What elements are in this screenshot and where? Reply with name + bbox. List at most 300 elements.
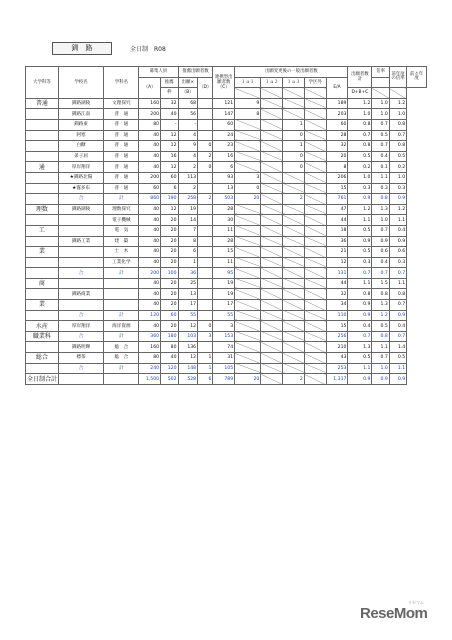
row-c [198, 289, 213, 300]
row-e: 43 [326, 353, 348, 364]
header-blank-4 [304, 88, 326, 99]
col-capacity-a: （A） [139, 77, 161, 98]
row-rq: 20 [161, 278, 178, 289]
row-g1 [235, 247, 261, 258]
row-rq: - [161, 119, 178, 130]
col-total-applicants: 出願者数計 [348, 67, 372, 88]
row-r: 0.5 [348, 353, 372, 364]
row-b: 2 [178, 183, 198, 194]
row-b: 56 [178, 109, 198, 120]
row-rq: 190 [161, 194, 178, 205]
row-g2 [261, 194, 283, 205]
row-school: 厚岸翔洋 [58, 321, 104, 332]
row-r: 1.2 [348, 98, 372, 109]
header-blank-5 [372, 88, 389, 99]
row-p1: 0.3 [372, 183, 389, 194]
row-a: 40 [139, 300, 161, 311]
row-r: 0.2 [348, 162, 372, 173]
row-r: 0.3 [348, 183, 372, 194]
row-dept: 普 通 [104, 109, 139, 120]
row-e: 20 [326, 151, 348, 162]
row-rq: 60 [161, 310, 178, 321]
row-category: 業 [26, 300, 59, 311]
row-g4 [304, 289, 326, 300]
row-d: 789 [213, 374, 235, 385]
row-b: 4 [178, 151, 198, 162]
table-row [26, 247, 427, 258]
table-row [26, 310, 427, 321]
row-g3: 2 [283, 194, 305, 205]
row-g2 [261, 363, 283, 374]
col-general-group: 出願変更後の一般出願者数 [235, 67, 348, 78]
row-g2 [261, 300, 283, 311]
row-a: 160 [139, 342, 161, 353]
row-rq: 20 [161, 257, 178, 268]
row-a: 860 [139, 194, 161, 205]
row-p1: 0.5 [372, 321, 389, 332]
row-dept: 普 通 [104, 119, 139, 130]
row-rq: 40 [161, 353, 178, 364]
table-row [26, 172, 427, 183]
row-r: 0.5 [348, 225, 372, 236]
row-d: 17 [213, 300, 235, 311]
row-g2 [261, 278, 283, 289]
row-r: 1.1 [348, 215, 372, 226]
row-e: 206 [326, 172, 348, 183]
table-row [26, 204, 427, 215]
col-recommend-b-label: （B） [178, 88, 198, 99]
row-g1: 8 [235, 109, 261, 120]
col-prev2-ratio: 前々年度 [407, 67, 427, 88]
row-g1 [235, 331, 261, 342]
col-capacity-group: 募集人員 [139, 67, 178, 78]
resemom-logo: ReseMom [360, 605, 428, 622]
table-row [26, 257, 427, 268]
row-p1: 1.1 [372, 342, 389, 353]
col-ea: E/A [326, 77, 348, 98]
row-a: 240 [139, 363, 161, 374]
row-a: 200 [139, 109, 161, 120]
row-p2: 1.2 [389, 204, 406, 215]
row-category: 理数 [26, 204, 59, 215]
row-category [26, 183, 59, 194]
row-p2: 0.7 [389, 130, 406, 141]
row-c [198, 300, 213, 311]
row-dept: 建 築 [104, 236, 139, 247]
row-g1: 20 [235, 194, 261, 205]
row-g1 [235, 119, 261, 130]
row-school: 阿寒 [58, 130, 104, 141]
row-g4 [304, 353, 326, 364]
row-g1 [235, 130, 261, 141]
row-p2: 0.8 [389, 289, 406, 300]
row-g2 [261, 331, 283, 342]
row-c [198, 98, 213, 109]
row-d: 30 [213, 215, 235, 226]
row-a: 40 [139, 321, 161, 332]
row-e: 32 [326, 141, 348, 152]
row-c [198, 183, 213, 194]
row-school: 釧路湖陵 [58, 204, 104, 215]
row-p1: 0.7 [372, 353, 389, 364]
row-g1 [235, 289, 261, 300]
row-g2 [261, 321, 283, 332]
row-category: 商 [26, 278, 59, 289]
row-p2: 0.9 [389, 194, 406, 205]
row-d: 31 [213, 353, 235, 364]
row-rq: 20 [161, 215, 178, 226]
row-g2 [261, 236, 283, 247]
row-p1: 1.0 [372, 215, 389, 226]
row-r: 0.5 [348, 151, 372, 162]
table-row [26, 363, 427, 374]
row-g3 [283, 215, 305, 226]
row-school [58, 300, 104, 311]
row-dept: 普 通 [104, 130, 139, 141]
row-category [26, 363, 59, 374]
col-g1: １ａ１ [235, 77, 261, 88]
row-p1: 0.1 [372, 162, 389, 173]
row-a: 40 [139, 151, 161, 162]
table-body [26, 98, 427, 384]
row-g2 [261, 289, 283, 300]
row-c [198, 119, 213, 130]
row-p2: 1.0 [389, 172, 406, 183]
row-g3 [283, 289, 305, 300]
row-d: 93 [213, 172, 235, 183]
row-b: 17 [178, 300, 198, 311]
row-g2 [261, 98, 283, 109]
row-g1: 3 [235, 172, 261, 183]
row-c [198, 172, 213, 183]
row-e: 32 [326, 289, 348, 300]
row-g1 [235, 353, 261, 364]
row-d: 13 [213, 183, 235, 194]
row-b: 13 [178, 289, 198, 300]
row-d: 11 [213, 225, 235, 236]
row-g2 [261, 109, 283, 120]
row-g3 [283, 321, 305, 332]
row-g3 [283, 342, 305, 353]
row-g1 [235, 151, 261, 162]
row-rq: 6 [161, 183, 178, 194]
row-g2 [261, 247, 283, 258]
row-g2 [261, 225, 283, 236]
row-g2 [261, 310, 283, 321]
row-rq: 16 [161, 151, 178, 162]
row-dept [104, 278, 139, 289]
row-b: 12 [178, 353, 198, 364]
col-school: 学校名 [58, 67, 104, 99]
table-row [26, 98, 427, 109]
row-c: 1 [198, 363, 213, 374]
col-sum-label: D+B+C [348, 88, 372, 99]
row-e: 47 [326, 204, 348, 215]
row-p2: 1.1 [389, 215, 406, 226]
row-g2 [261, 215, 283, 226]
row-rq: 32 [161, 98, 178, 109]
row-g4 [304, 257, 326, 268]
row-school: 合 [58, 331, 104, 342]
row-g1 [235, 278, 261, 289]
row-d: 147 [213, 109, 235, 120]
row-rq: 120 [161, 363, 178, 374]
row-g1 [235, 257, 261, 268]
row-g3: 0 [283, 151, 305, 162]
row-rq: 100 [161, 268, 178, 279]
row-e: 60 [326, 119, 348, 130]
row-g3: 1 [283, 119, 305, 130]
row-p2: 0.9 [389, 236, 406, 247]
row-g1: 9 [235, 98, 261, 109]
row-g2 [261, 374, 283, 385]
row-g3 [283, 109, 305, 120]
row-p1: 0.8 [372, 331, 389, 342]
col-g3: １ａ３ [283, 77, 305, 88]
row-d: 503 [213, 194, 235, 205]
row-school: 釧路江南 [58, 109, 104, 120]
row-d: 153 [213, 331, 235, 342]
row-e: 256 [326, 331, 348, 342]
row-g4 [304, 151, 326, 162]
row-c [198, 225, 213, 236]
document-subtitle: 全日制 R08 [130, 46, 166, 53]
row-d: 28 [213, 236, 235, 247]
row-g4 [304, 247, 326, 258]
table-row [26, 225, 427, 236]
row-g2 [261, 162, 283, 173]
row-dept [104, 300, 139, 311]
row-p1: 0.6 [372, 247, 389, 258]
row-p1: 0.8 [372, 289, 389, 300]
row-p1: 1.5 [372, 278, 389, 289]
row-b: - [178, 119, 198, 130]
row-b: 25 [178, 278, 198, 289]
col-ratio: 倍率 [372, 67, 389, 78]
row-g4 [304, 321, 326, 332]
row-b: 113 [178, 172, 198, 183]
row-school: 合 [58, 310, 104, 321]
row-school: 厚岸翔洋 [58, 162, 104, 173]
row-d: 3 [213, 321, 235, 332]
row-g2 [261, 172, 283, 183]
header-blank-2 [261, 88, 283, 99]
row-school: 合 [58, 268, 104, 279]
row-g4 [304, 268, 326, 279]
row-d: 74 [213, 342, 235, 353]
row-p2: 1.1 [389, 278, 406, 289]
row-a: 40 [139, 141, 161, 152]
row-p1: 1.2 [372, 310, 389, 321]
row-p2: 1.4 [389, 342, 406, 353]
row-b: 9 [178, 141, 198, 152]
row-rq: 20 [161, 225, 178, 236]
row-g1: 0 [235, 183, 261, 194]
row-g2 [261, 119, 283, 130]
row-a: 40 [139, 278, 161, 289]
row-c: 0 [198, 162, 213, 173]
row-r: 0.9 [348, 194, 372, 205]
row-rq: 20 [161, 300, 178, 311]
row-dept: 海洋資源 [104, 321, 139, 332]
row-g3 [283, 331, 305, 342]
row-g1 [235, 300, 261, 311]
row-category [26, 236, 59, 247]
row-category: 水産 [26, 321, 59, 332]
row-dept: 土 木 [104, 247, 139, 258]
row-d: 55 [213, 310, 235, 321]
row-g3 [283, 204, 305, 215]
row-p1: 0.7 [372, 268, 389, 279]
row-a: 40 [139, 204, 161, 215]
row-a: 200 [139, 172, 161, 183]
row-g4 [304, 278, 326, 289]
row-rq: 12 [161, 130, 178, 141]
row-c [198, 247, 213, 258]
row-p1: 0.4 [372, 257, 389, 268]
row-r: 1.1 [348, 363, 372, 374]
row-e: 8 [326, 162, 348, 173]
row-rq: 20 [161, 236, 178, 247]
row-school: 合 [58, 194, 104, 205]
row-d: 19 [213, 289, 235, 300]
row-school: 釧路商業 [58, 289, 104, 300]
row-category: 業 [26, 247, 59, 258]
row-e: 34 [326, 300, 348, 311]
row-a: 160 [139, 98, 161, 109]
row-g3 [283, 247, 305, 258]
row-g3 [283, 172, 305, 183]
row-d: 23 [213, 141, 235, 152]
row-dept [104, 374, 139, 385]
row-a: 40 [139, 247, 161, 258]
row-p1: 0.7 [372, 225, 389, 236]
row-r: 1.0 [348, 172, 372, 183]
row-rq: 12 [161, 141, 178, 152]
row-e: 44 [326, 215, 348, 226]
row-g4 [304, 162, 326, 173]
row-g4 [304, 141, 326, 152]
row-category: 全日制合計 [27, 375, 58, 383]
row-g3 [283, 257, 305, 268]
row-r: 0.7 [348, 331, 372, 342]
row-p1: 0.8 [372, 194, 389, 205]
row-school [58, 278, 104, 289]
row-d: 16 [213, 151, 235, 162]
row-category [26, 342, 59, 353]
row-d: 6 [213, 162, 235, 173]
row-g4 [304, 331, 326, 342]
row-dept: 文理探究 [104, 98, 139, 109]
row-g1 [235, 204, 261, 215]
row-c [198, 342, 213, 353]
row-c: 6 [198, 374, 213, 385]
row-g4 [304, 119, 326, 130]
row-e: 15 [326, 321, 348, 332]
row-c: 0 [198, 141, 213, 152]
table-row [26, 374, 427, 385]
table-row [26, 268, 427, 279]
row-g2 [261, 257, 283, 268]
row-dept: 計 [104, 194, 139, 205]
row-p2: 0.5 [389, 151, 406, 162]
row-a: 40 [139, 162, 161, 173]
row-e: 12 [326, 257, 348, 268]
row-c [198, 109, 213, 120]
row-d: 24 [213, 130, 235, 141]
table-row [26, 162, 427, 173]
row-g4 [304, 98, 326, 109]
row-school: 釧路東 [58, 119, 104, 130]
row-r: 1.2 [348, 204, 372, 215]
row-b: 136 [178, 342, 198, 353]
row-g1 [235, 268, 261, 279]
row-e: 36 [326, 236, 348, 247]
row-school [58, 225, 104, 236]
row-b: 4 [178, 130, 198, 141]
row-category [26, 215, 59, 226]
row-r: 0.8 [348, 289, 372, 300]
row-p2: 0.4 [389, 225, 406, 236]
row-g1 [235, 363, 261, 374]
row-c [198, 278, 213, 289]
row-school [58, 374, 104, 385]
row-b: 6 [178, 247, 198, 258]
row-g3 [283, 353, 305, 364]
row-p2: 1.0 [389, 109, 406, 120]
row-c: 2 [198, 151, 213, 162]
table-row [26, 130, 427, 141]
row-g1 [235, 236, 261, 247]
row-c [198, 130, 213, 141]
row-d: 19 [213, 278, 235, 289]
row-g3 [283, 98, 305, 109]
row-g2 [261, 130, 283, 141]
row-g4 [304, 300, 326, 311]
row-p2: 0.9 [389, 310, 406, 321]
row-e: 761 [326, 194, 348, 205]
row-dept: 工業化学 [104, 257, 139, 268]
row-g3: 0 [283, 130, 305, 141]
col-g2: １ａ２ [261, 77, 283, 88]
row-a: 120 [139, 310, 161, 321]
header-blank-3 [283, 88, 305, 99]
row-g2 [261, 342, 283, 353]
row-e: 28 [326, 130, 348, 141]
row-g2 [261, 204, 283, 215]
row-r: 0.9 [348, 310, 372, 321]
row-dept: 計 [104, 331, 139, 342]
row-r: 1.3 [348, 342, 372, 353]
row-c: 1 [198, 353, 213, 364]
row-e: 18 [326, 225, 348, 236]
row-r: 0.4 [348, 321, 372, 332]
header-row-1 [26, 67, 427, 78]
row-d: 95 [213, 268, 235, 279]
row-p1: 0.7 [372, 141, 389, 152]
row-g4 [304, 130, 326, 141]
row-g2 [261, 183, 283, 194]
row-p1: 0.5 [372, 130, 389, 141]
row-category [26, 130, 59, 141]
row-school [58, 247, 104, 258]
applicants-table [25, 66, 427, 385]
row-p2: 0.9 [389, 374, 406, 385]
row-p2: 0.4 [389, 321, 406, 332]
row-g3 [283, 225, 305, 236]
col-prev-ratio: 前年度の倍率 [389, 67, 406, 88]
row-e: 1,317 [326, 374, 348, 385]
